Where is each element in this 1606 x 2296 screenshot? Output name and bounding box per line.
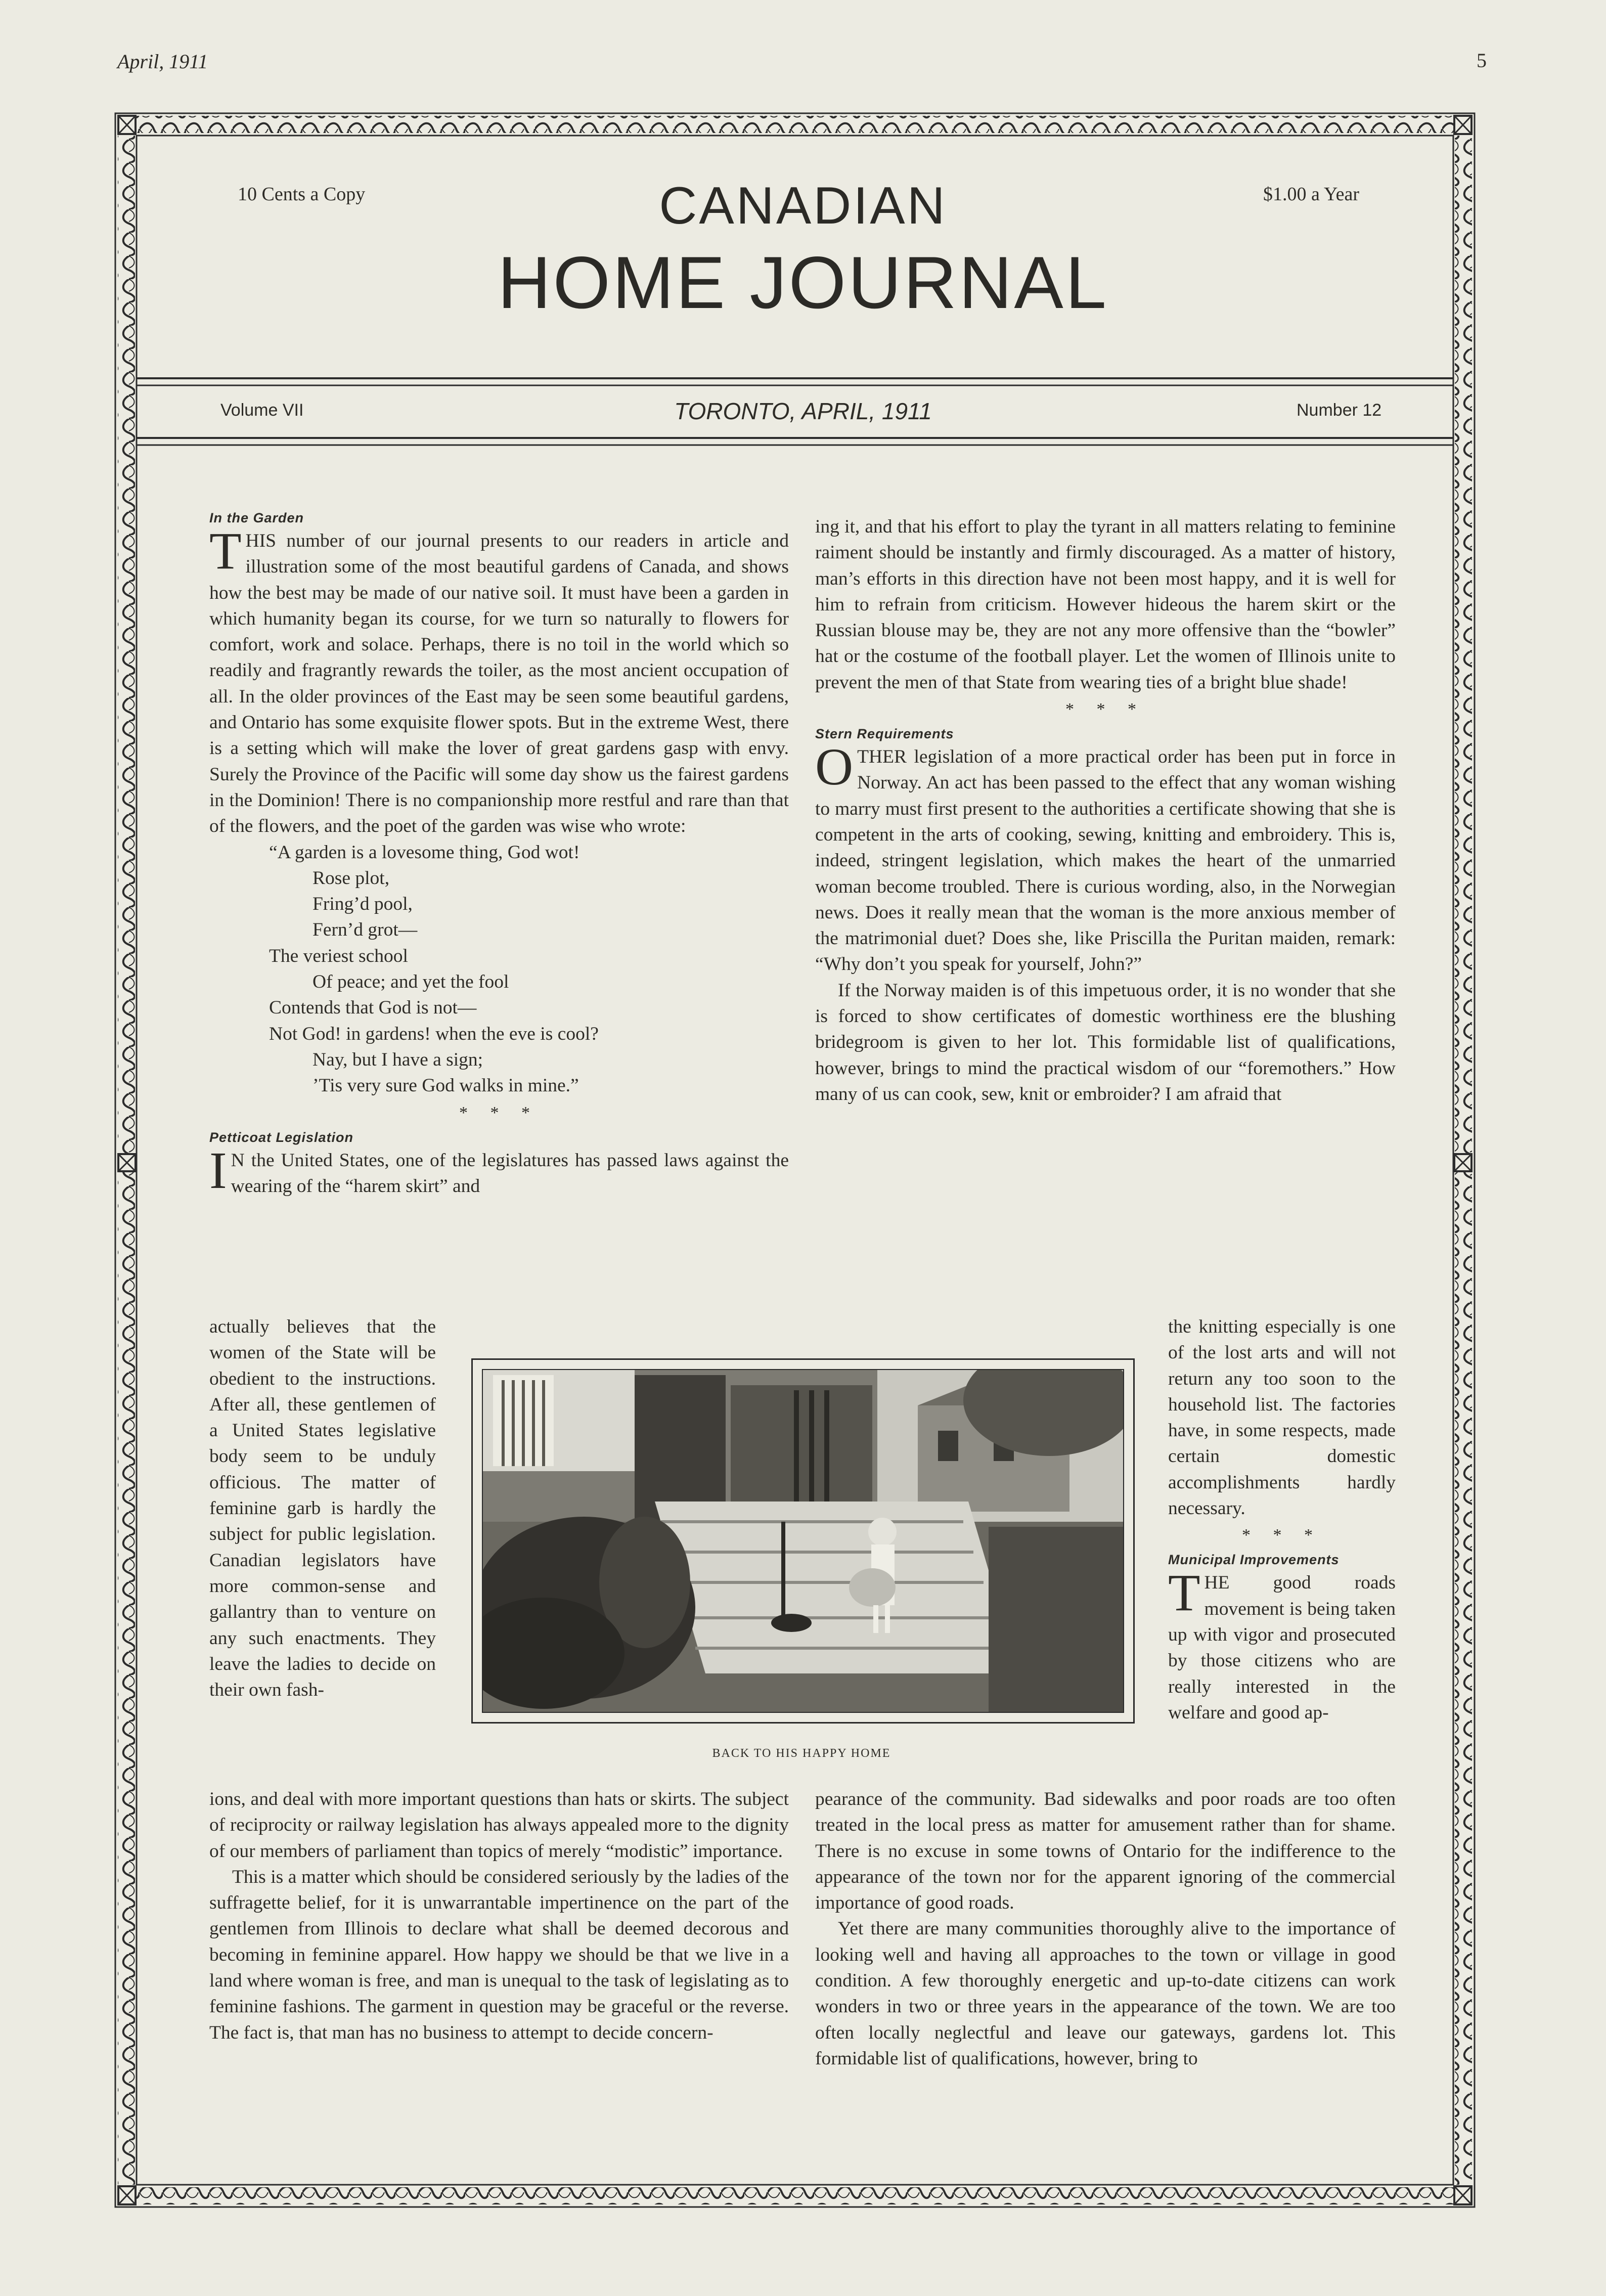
petticoat-para2: This is a matter which should be considered seriously by the ladies of the suffragette belief, for it is unwarrantable impertinence on the part of the gentlemen from Illinois to declare what shall be deemed decorous and becoming in feminine apparel. How happy we should be that we live in a land where woman is free, and man is unequal to the task of legislating as to feminine fashions. The garment in question may be graceful or the reverse. The fact is, that man has no business to attempt to decide concern-: [209, 1866, 789, 2043]
photo-frame: [471, 1358, 1135, 1724]
page-number: 5: [1477, 49, 1487, 72]
stern-lead: THER legislation of a more practical order has been put in force in Norway. An act has been passed to the effect that any woman wishing to marry must first present to the authorities a certificate showing that she is competent in the arts of cooking, sewing, knitting and embroidery. This is, indeed, stringent legislation, which makes the heart of the unmarried woman become troubled. There is curious wording, also, in the Norwegian news. Does it really mean that the woman is the more anxious member of the matrimonial duet? Does she, like Priscilla the Puritan maiden, remark: “Why don’t you speak for yourself, John?”: [815, 746, 1396, 975]
poem-line: Of peace; and yet the fool: [313, 972, 509, 993]
price-per-year: $1.00 a Year: [1263, 184, 1359, 205]
municipal-continuation: [815, 1786, 1396, 2071]
poem-line: The veriest school: [269, 945, 408, 966]
poem-line: Contends that God is not—: [269, 997, 477, 1019]
municipal-narrow: HE good roads movement is being taken up with vigor and prosecuted by those citizens who are really interested in the welfare and good ap-: [1168, 1572, 1396, 1723]
photo-illustration: [483, 1370, 1123, 1712]
article-in-the-garden: [209, 508, 789, 1199]
drop-cap: T: [209, 522, 242, 580]
poem-line: Rose plot,: [313, 867, 390, 889]
petticoat-lead: N the United States, one of the legislatures has passed laws against the wearing of the “harem skirt” and: [231, 1150, 789, 1197]
photo-caption: BACK TO HIS HAPPY HOME: [712, 1747, 891, 1760]
poem-line: Nay, but I have a sign;: [313, 1049, 483, 1070]
price-per-copy: 10 Cents a Copy: [238, 184, 366, 205]
petticoat-col2-cont: ing it, and that his effort to play the tyrant in all matters relating to feminine raiment should be instantly and firmly discouraged. As a matter of history, man’s efforts in this direction have not been most happy, and it is well for him to refrain from criticism. However hideous the harem skirt or the Russian blouse may be, they are not any more offensive than the “bowler” hat or the costume of the football player. Let the women of Illinois unite to prevent the men of that State from wearing ties of a bright blue shade!: [815, 516, 1396, 693]
petticoat-narrow-text: [209, 1314, 436, 1703]
section-separator: * * *: [1242, 1526, 1322, 1545]
municipal-cont: pearance of the community. Bad sidewalks and poor roads are too often treated in the local press as matter for amusement rather than for shame. There is no excuse in some towns of Ontario for the indifference to the appearance of the town nor for the apparent ignoring of the commercial importance of good roads.: [815, 1789, 1396, 1914]
stern-para2: If the Norway maiden is of this impetuous order, it is no wonder that she is forced to show certificates of domestic worthiness ere the blushing bridegroom is given to her lot. This formidable list of qualifications, however, brings to mind the practical wisdom of our “foremothers.” How many of us can cook, sew, knit or embroider? I am afraid that: [815, 980, 1396, 1105]
heading-stern-requirements: Stern Requirements: [815, 726, 954, 742]
photo-back-to-his-happy-home: [482, 1369, 1124, 1713]
petticoat-continuation: [209, 1786, 789, 2046]
drop-cap: O: [815, 738, 854, 797]
issue-number: Number 12: [1297, 401, 1382, 420]
drop-cap: I: [209, 1141, 227, 1200]
poem-line: ’Tis very sure God walks in mine.”: [313, 1075, 579, 1096]
right-column-upper: [815, 514, 1396, 1107]
poem-line: Fring’d pool,: [313, 894, 413, 915]
heading-petticoat-legislation: Petticoat Legislation: [209, 1129, 354, 1145]
section-separator: * * *: [459, 1103, 539, 1122]
municipal-para2: Yet there are many communities thoroughly alive to the importance of looking well and having all approaches to the town or village in good condition. A few thoroughly energetic and up-to-date citizens can work wonders in two or three years in the appearance of the town. We are too often locally neglectful and leave our gateways, gardens lot. This formidable list of qualifications, however, bring to: [815, 1918, 1396, 2069]
heading-municipal-improvements: Municipal Improvements: [1168, 1552, 1340, 1568]
petticoat-narrow-para: actually believes that the women of the State will be obedient to the instructions. After all, these gentlemen of a United States legislative body seem to be unduly officious. The matter of feminine garb is hardly the subject for public legislation. Canadian legislators have more common-sense and gallantry than to venture on any such enactments. They leave the ladies to decide on their own fash-: [209, 1316, 436, 1701]
garden-poem: [269, 840, 789, 1099]
volume-label: Volume VII: [220, 401, 304, 420]
right-narrow-column: [1168, 1314, 1396, 1726]
drop-cap: T: [1168, 1564, 1200, 1622]
poem-line: Not God! in gardens! when the eve is cool?: [269, 1023, 599, 1044]
masthead-title-line1: CANADIAN: [659, 176, 947, 235]
masthead-title-line2: HOME JOURNAL: [497, 241, 1108, 324]
stern-narrow-para: the knitting especially is one of the lost arts and will not return any too soon to the household list. The factories have, in some respects, made certain domestic accomplishments hardly necessary.: [1168, 1316, 1396, 1519]
heading-in-the-garden: In the Garden: [209, 510, 304, 525]
petticoat-cont: ions, and deal with more important questions than hats or skirts. The subject of reciprocity or railway legislation has always appealed more to the dignity of our members of parliament than topics of merely “modistic” importance.: [209, 1789, 789, 1862]
folio-date: April, 1911: [117, 50, 208, 73]
poem-line: Fern’d grot—: [313, 919, 418, 941]
section-separator: * * *: [1065, 700, 1145, 719]
garden-lead: HIS number of our journal presents to our readers in article and illustration some of the most beautiful gardens of Canada, and shows how the best may be made of our native soil. It must have been a garden in which humanity began its course, for we turn so naturally to flowers for comfort, work and solace. Perhaps, there is no toil in the world which so readily and fragrantly rewards the toiler, as the most ancient occupation of all. In the older provinces of the East may be seen some beautiful gardens, and Ontario has some exquisite flower spots. But in the extreme West, there is a setting which will make the lover of great gardens gasp with envy. Surely the Province of the Pacific will some day show us the fairest gardens in the Dominion! There is no companionship more restful and rare than that of the flowers, and the poet of the garden was wise who wrote:: [209, 531, 789, 837]
place-date: TORONTO, APRIL, 1911: [674, 398, 932, 424]
poem-line: “A garden is a lovesome thing, God wot!: [269, 842, 580, 863]
